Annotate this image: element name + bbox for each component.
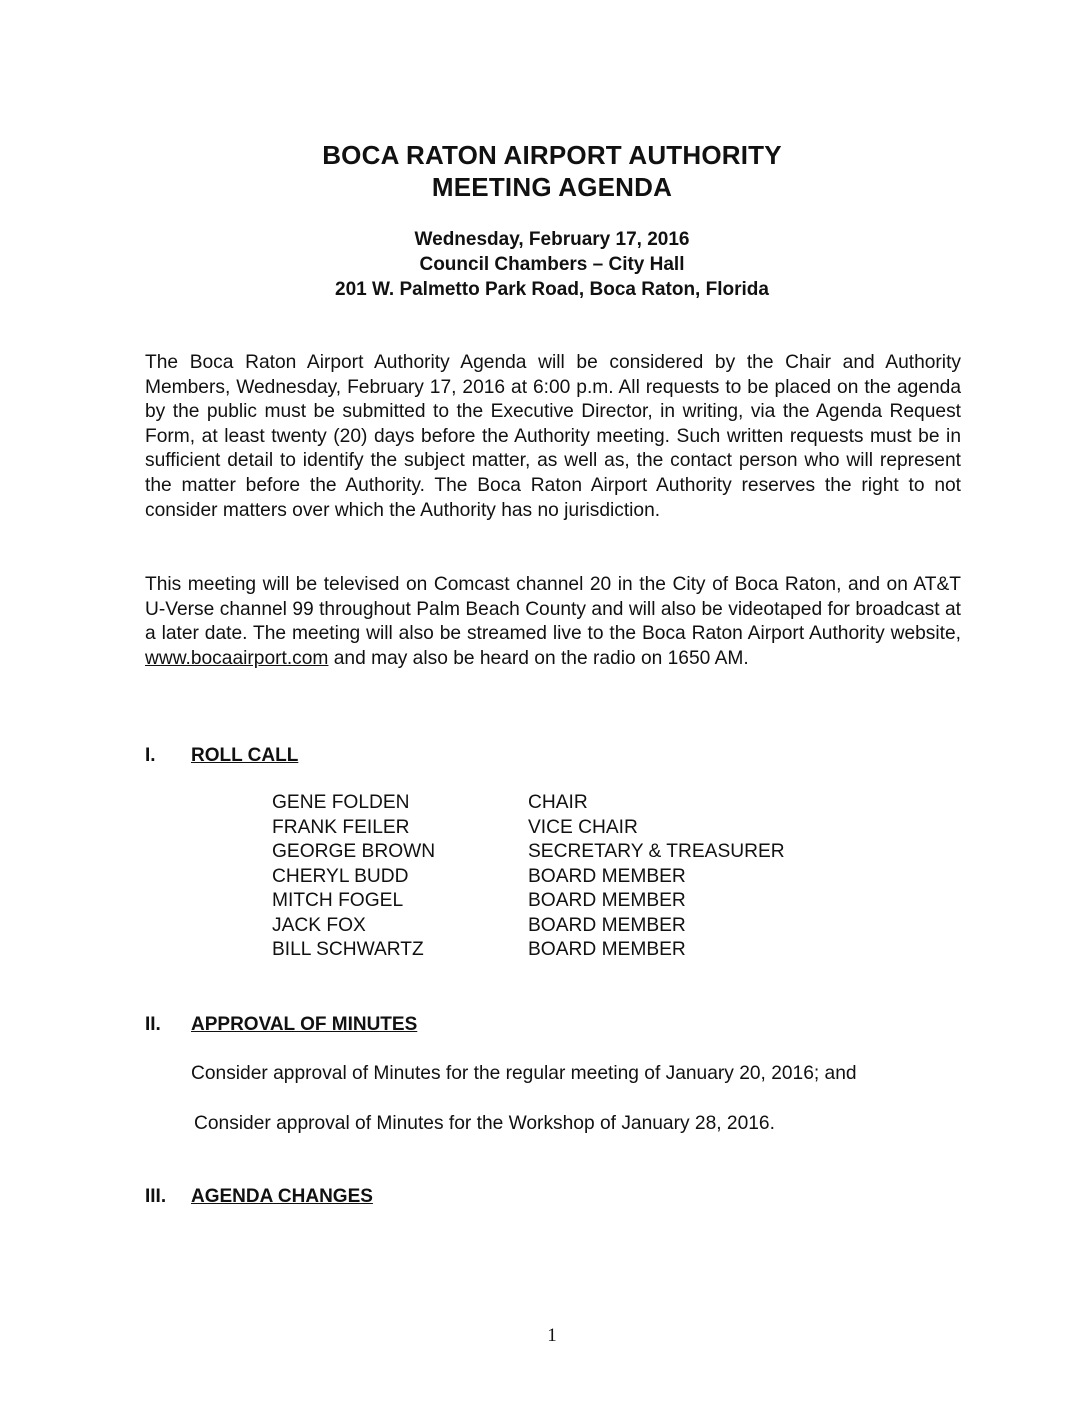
member-role: BOARD MEMBER xyxy=(528,914,686,936)
meeting-address: 201 W. Palmetto Park Road, Boca Raton, Florida xyxy=(335,279,769,300)
page-number: 1 xyxy=(547,1325,557,1346)
roll-call-row xyxy=(272,865,785,890)
meeting-location: Council Chambers – City Hall xyxy=(419,254,685,275)
section-number-agenda-changes: III. xyxy=(145,1186,167,1207)
member-name: FRANK FEILER xyxy=(272,816,410,838)
section-number-minutes: II. xyxy=(145,1014,161,1035)
roll-call-list xyxy=(272,791,785,963)
meeting-date: Wednesday, February 17, 2016 xyxy=(414,229,690,250)
document-subtitle: MEETING AGENDA xyxy=(431,172,673,202)
member-name: MITCH FOGEL xyxy=(272,890,404,911)
member-name: JACK FOX xyxy=(272,914,366,936)
roll-call-row xyxy=(272,914,785,939)
section-title-minutes: APPROVAL OF MINUTES xyxy=(191,1014,418,1035)
broadcast-text-after: and may also be heard on the radio on 1650 AM. xyxy=(328,647,749,669)
minutes-item: Consider approval of Minutes for the regular meeting of January 20, 2016; and xyxy=(191,1063,857,1084)
member-role: BOARD MEMBER xyxy=(528,890,686,911)
member-role: BOARD MEMBER xyxy=(528,865,686,887)
broadcast-paragraph xyxy=(145,573,961,671)
member-role: BOARD MEMBER xyxy=(528,939,686,960)
document-title: BOCA RATON AIRPORT AUTHORITY xyxy=(322,140,782,170)
roll-call-row xyxy=(272,938,785,963)
member-name: GEORGE BROWN xyxy=(272,841,436,862)
minutes-item: Consider approval of Minutes for the Workshop of January 28, 2016. xyxy=(194,1113,775,1134)
member-role: CHAIR xyxy=(528,792,588,813)
broadcast-text-before: This meeting will be televised on Comcast channel 20 in the City of Boca Raton, and on AT&T U-Verse channel 99 throughout Palm Beach County and will also be videotaped for broadcast at a later date. The meeting will also be streamed live to the Boca Raton Airport Authority website, xyxy=(145,574,961,645)
roll-call-row xyxy=(272,889,785,914)
section-title-agenda-changes: AGENDA CHANGES xyxy=(191,1186,373,1207)
roll-call-row xyxy=(272,816,785,841)
intro-paragraph: The Boca Raton Airport Authority Agenda will be considered by the Chair and Authority Members, Wednesday, February 17, 2016 at 6:00 p.m. All requests to be placed on the agenda by the public must be submitted to the Executive Director, in writing, via the Agenda Request Form, at least twenty (20) days before the Authority meeting. Such written requests must be in sufficient detail to identify the subject matter, as well as, the contact person who will represent the matter before the Authority. The Boca Raton Airport Authority reserves the right to not consider matters over which the Authority has no jurisdiction. xyxy=(145,352,961,521)
member-role: SECRETARY & TREASURER xyxy=(528,841,785,862)
roll-call-row xyxy=(272,791,785,816)
member-role: VICE CHAIR xyxy=(528,816,638,838)
roll-call-row xyxy=(272,840,785,865)
section-number-roll-call: I. xyxy=(145,745,156,766)
section-title-roll-call: ROLL CALL xyxy=(191,745,299,766)
website-link[interactable]: www.bocaairport.com xyxy=(145,647,329,669)
member-name: CHERYL BUDD xyxy=(272,865,409,887)
member-name: GENE FOLDEN xyxy=(272,792,410,813)
member-name: BILL SCHWARTZ xyxy=(272,939,424,960)
